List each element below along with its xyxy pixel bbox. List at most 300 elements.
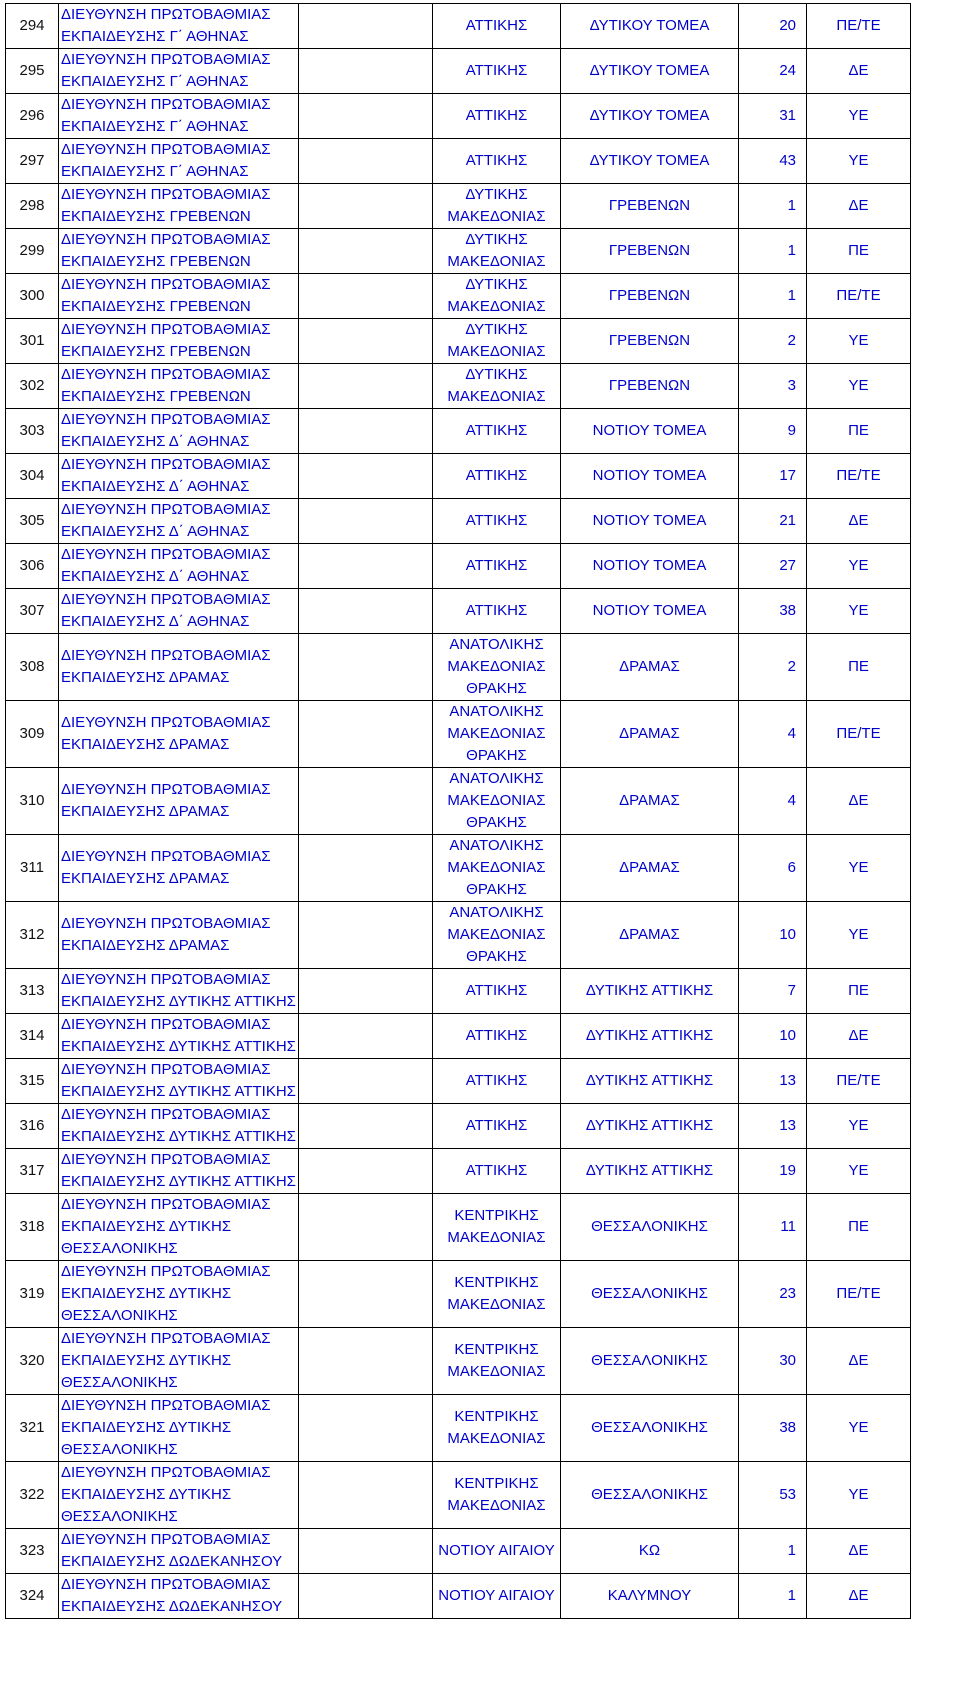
region-line: ΜΑΚΕΔΟΝΙΑΣ: [447, 1363, 546, 1380]
table-row: [6, 499, 911, 544]
unit-cell: [561, 364, 739, 409]
unit-cell: [561, 1462, 739, 1529]
count-text: 1: [787, 1542, 796, 1559]
category-text: ΔΕ: [848, 1352, 869, 1369]
region-line: ΑΝΑΤΟΛΙΚΗΣ: [449, 904, 544, 921]
count-text: 10: [779, 926, 796, 943]
directorate-cell: [59, 1014, 299, 1059]
category-text: ΠΕ/ΤΕ: [836, 287, 881, 304]
row-number-text: 311: [20, 859, 44, 876]
directorate-line: ΔΙΕΥΘΥΝΣΗ ΠΡΩΤΟΒΑΘΜΙΑΣ: [61, 456, 271, 473]
row-number-text: 313: [19, 982, 45, 999]
unit-text: ΘΕΣΣΑΛΟΝΙΚΗΣ: [591, 1419, 708, 1436]
category-text: ΠΕ/ΤΕ: [836, 17, 881, 34]
category-cell: [807, 184, 911, 229]
category-cell: [807, 1529, 911, 1574]
row-number: [6, 634, 59, 701]
region-line: ΑΤΤΙΚΗΣ: [465, 602, 528, 619]
region-cell: [433, 701, 561, 768]
table-row: [6, 319, 911, 364]
count-text: 6: [787, 859, 796, 876]
region-line: ΜΑΚΕΔΟΝΙΑΣ: [447, 926, 546, 943]
unit-text: ΓΡΕΒΕΝΩΝ: [608, 287, 691, 304]
region-cell: [433, 1395, 561, 1462]
category-cell: [807, 4, 911, 49]
unit-text: ΔΡΑΜΑΣ: [619, 859, 680, 876]
empty-cell: [299, 229, 433, 274]
region-line: ΑΤΤΙΚΗΣ: [465, 1162, 528, 1179]
count-text: 13: [779, 1072, 796, 1089]
directorate-cell: [59, 701, 299, 768]
category-cell: [807, 1261, 911, 1328]
row-number-text: 305: [19, 512, 45, 529]
count-text: 2: [787, 332, 796, 349]
directorate-line: ΘΕΣΣΑΛΟΝΙΚΗΣ: [61, 1307, 178, 1324]
region-cell: [433, 1059, 561, 1104]
unit-text: ΝΟΤΙΟΥ ΤΟΜΕΑ: [592, 467, 707, 484]
region-line: ΘΡΑΚΗΣ: [466, 814, 527, 831]
directorate-line: ΕΚΠΑΙΔΕΥΣΗΣ Δ΄ ΑΘΗΝΑΣ: [61, 523, 250, 540]
count-cell: [739, 139, 807, 184]
empty-cell: [299, 902, 433, 969]
category-text: ΥΕ: [848, 377, 869, 394]
region-cell: [433, 634, 561, 701]
region-cell: [433, 1529, 561, 1574]
directorate-line: ΔΙΕΥΘΥΝΣΗ ΠΡΩΤΟΒΑΘΜΙΑΣ: [61, 848, 271, 865]
row-number: [6, 1261, 59, 1328]
region-line: ΜΑΚΕΔΟΝΙΑΣ: [447, 1296, 546, 1313]
directorate-cell: [59, 49, 299, 94]
unit-cell: [561, 1014, 739, 1059]
count-text: 21: [779, 512, 796, 529]
row-number-text: 309: [19, 725, 45, 742]
table-row: [6, 1149, 911, 1194]
category-cell: [807, 544, 911, 589]
category-text: ΥΕ: [848, 1419, 869, 1436]
region-cell: [433, 768, 561, 835]
directorate-cell: [59, 1104, 299, 1149]
region-line: ΜΑΚΕΔΟΝΙΑΣ: [447, 658, 546, 675]
category-cell: [807, 1014, 911, 1059]
category-text: ΠΕ/ΤΕ: [836, 467, 881, 484]
row-number-text: 302: [19, 377, 45, 394]
table-row: [6, 1328, 911, 1395]
category-text: ΔΕ: [848, 1542, 869, 1559]
directorate-line: ΕΚΠΑΙΔΕΥΣΗΣ Γ΄ ΑΘΗΝΑΣ: [61, 28, 249, 45]
count-cell: [739, 1574, 807, 1619]
directorate-line: ΕΚΠΑΙΔΕΥΣΗΣ ΔΡΑΜΑΣ: [61, 669, 230, 686]
region-line: ΔΥΤΙΚΗΣ: [465, 366, 528, 383]
category-text: ΥΕ: [848, 332, 869, 349]
category-text: ΠΕ/ΤΕ: [836, 1072, 881, 1089]
category-cell: [807, 94, 911, 139]
region-cell: [433, 1261, 561, 1328]
count-text: 17: [779, 467, 796, 484]
count-cell: [739, 4, 807, 49]
count-cell: [739, 364, 807, 409]
empty-cell: [299, 4, 433, 49]
row-number-text: 298: [19, 197, 45, 214]
directorate-cell: [59, 499, 299, 544]
region-cell: [433, 184, 561, 229]
count-cell: [739, 589, 807, 634]
directorate-cell: [59, 274, 299, 319]
table-body: [6, 4, 911, 1619]
directorate-line: ΕΚΠΑΙΔΕΥΣΗΣ ΔΩΔΕΚΑΝΗΣΟΥ: [61, 1553, 283, 1570]
category-text: ΠΕ/ΤΕ: [836, 1285, 881, 1302]
directorate-cell: [59, 1529, 299, 1574]
region-cell: [433, 49, 561, 94]
count-text: 13: [779, 1117, 796, 1134]
table-row: [6, 1261, 911, 1328]
unit-text: ΓΡΕΒΕΝΩΝ: [608, 197, 691, 214]
count-cell: [739, 1104, 807, 1149]
directorate-cell: [59, 835, 299, 902]
count-text: 2: [787, 658, 796, 675]
category-text: ΥΕ: [848, 1117, 869, 1134]
unit-cell: [561, 1574, 739, 1619]
table-row: [6, 589, 911, 634]
directorate-cell: [59, 1395, 299, 1462]
category-text: ΔΕ: [848, 792, 869, 809]
region-cell: [433, 1574, 561, 1619]
table-row: [6, 49, 911, 94]
row-number-text: 307: [19, 602, 45, 619]
region-line: ΑΤΤΙΚΗΣ: [465, 1027, 528, 1044]
row-number: [6, 1462, 59, 1529]
category-cell: [807, 1574, 911, 1619]
region-cell: [433, 319, 561, 364]
category-text: ΥΕ: [848, 557, 869, 574]
category-cell: [807, 319, 911, 364]
region-line: ΔΥΤΙΚΗΣ: [465, 231, 528, 248]
directorate-cell: [59, 1059, 299, 1104]
table-row: [6, 969, 911, 1014]
region-line: ΑΤΤΙΚΗΣ: [465, 62, 528, 79]
region-line: ΚΕΝΤΡΙΚΗΣ: [454, 1207, 539, 1224]
empty-cell: [299, 139, 433, 184]
category-cell: [807, 634, 911, 701]
directorate-cell: [59, 969, 299, 1014]
directorate-line: ΕΚΠΑΙΔΕΥΣΗΣ ΔΥΤΙΚΗΣ ΑΤΤΙΚΗΣ: [61, 1173, 296, 1190]
unit-text: ΓΡΕΒΕΝΩΝ: [608, 377, 691, 394]
unit-cell: [561, 229, 739, 274]
table-row: [6, 1059, 911, 1104]
row-number: [6, 544, 59, 589]
row-number-text: 296: [19, 107, 45, 124]
table-row: [6, 1395, 911, 1462]
category-text: ΔΕ: [848, 1587, 869, 1604]
region-line: ΑΤΤΙΚΗΣ: [465, 467, 528, 484]
region-line: ΚΕΝΤΡΙΚΗΣ: [454, 1475, 539, 1492]
category-text: ΥΕ: [848, 152, 869, 169]
count-text: 4: [787, 725, 796, 742]
directorate-line: ΕΚΠΑΙΔΕΥΣΗΣ ΔΥΤΙΚΗΣ ΑΤΤΙΚΗΣ: [61, 1038, 296, 1055]
row-number-text: 300: [19, 287, 45, 304]
unit-text: ΘΕΣΣΑΛΟΝΙΚΗΣ: [591, 1486, 708, 1503]
row-number: [6, 139, 59, 184]
unit-cell: [561, 319, 739, 364]
unit-text: ΔΥΤΙΚΗΣ ΑΤΤΙΚΗΣ: [585, 1072, 714, 1089]
directorate-line: ΕΚΠΑΙΔΕΥΣΗΣ ΔΥΤΙΚΗΣ ΑΤΤΙΚΗΣ: [61, 1083, 296, 1100]
row-number: [6, 768, 59, 835]
directorate-line: ΕΚΠΑΙΔΕΥΣΗΣ ΓΡΕΒΕΝΩΝ: [61, 298, 251, 315]
directorate-cell: [59, 364, 299, 409]
unit-text: ΔΥΤΙΚΗΣ ΑΤΤΙΚΗΣ: [585, 1027, 714, 1044]
count-cell: [739, 701, 807, 768]
count-text: 24: [779, 62, 796, 79]
count-text: 1: [787, 1587, 796, 1604]
row-number-text: 321: [19, 1419, 45, 1436]
region-line: ΑΤΤΙΚΗΣ: [465, 17, 528, 34]
directorate-cell: [59, 589, 299, 634]
table-row: [6, 902, 911, 969]
empty-cell: [299, 1261, 433, 1328]
count-text: 4: [787, 792, 796, 809]
row-number-text: 314: [19, 1027, 45, 1044]
region-line: ΘΡΑΚΗΣ: [466, 680, 527, 697]
region-cell: [433, 1328, 561, 1395]
directorate-line: ΔΙΕΥΘΥΝΣΗ ΠΡΩΤΟΒΑΘΜΙΑΣ: [61, 276, 271, 293]
row-number: [6, 969, 59, 1014]
empty-cell: [299, 835, 433, 902]
unit-cell: [561, 835, 739, 902]
region-line: ΜΑΚΕΔΟΝΙΑΣ: [447, 1229, 546, 1246]
empty-cell: [299, 184, 433, 229]
table-row: [6, 229, 911, 274]
count-cell: [739, 1529, 807, 1574]
table-row: [6, 1104, 911, 1149]
empty-cell: [299, 969, 433, 1014]
category-text: ΔΕ: [848, 62, 869, 79]
unit-cell: [561, 4, 739, 49]
unit-text: ΘΕΣΣΑΛΟΝΙΚΗΣ: [591, 1352, 708, 1369]
row-number: [6, 1529, 59, 1574]
directorate-cell: [59, 139, 299, 184]
region-cell: [433, 94, 561, 139]
region-line: ΜΑΚΕΔΟΝΙΑΣ: [447, 1497, 546, 1514]
region-cell: [433, 1462, 561, 1529]
directorate-line: ΕΚΠΑΙΔΕΥΣΗΣ Δ΄ ΑΘΗΝΑΣ: [61, 478, 250, 495]
unit-cell: [561, 1194, 739, 1261]
directorate-line: ΕΚΠΑΙΔΕΥΣΗΣ Γ΄ ΑΘΗΝΑΣ: [61, 73, 249, 90]
unit-cell: [561, 544, 739, 589]
directorate-line: ΘΕΣΣΑΛΟΝΙΚΗΣ: [61, 1240, 178, 1257]
unit-text: ΔΡΑΜΑΣ: [619, 658, 680, 675]
unit-cell: [561, 634, 739, 701]
directorate-line: ΕΚΠΑΙΔΕΥΣΗΣ ΔΡΑΜΑΣ: [61, 803, 230, 820]
directorate-line: ΔΙΕΥΘΥΝΣΗ ΠΡΩΤΟΒΑΘΜΙΑΣ: [61, 231, 271, 248]
count-cell: [739, 768, 807, 835]
region-line: ΑΤΤΙΚΗΣ: [465, 982, 528, 999]
count-cell: [739, 49, 807, 94]
directorate-line: ΔΙΕΥΘΥΝΣΗ ΠΡΩΤΟΒΑΘΜΙΑΣ: [61, 714, 271, 731]
unit-text: ΘΕΣΣΑΛΟΝΙΚΗΣ: [591, 1285, 708, 1302]
region-line: ΔΥΤΙΚΗΣ: [465, 276, 528, 293]
row-number-text: 316: [19, 1117, 45, 1134]
unit-text: ΔΡΑΜΑΣ: [619, 792, 680, 809]
row-number-text: 317: [19, 1162, 45, 1179]
directorate-line: ΕΚΠΑΙΔΕΥΣΗΣ Γ΄ ΑΘΗΝΑΣ: [61, 118, 249, 135]
unit-cell: [561, 969, 739, 1014]
directorate-cell: [59, 319, 299, 364]
region-line: ΘΡΑΚΗΣ: [466, 948, 527, 965]
category-cell: [807, 1194, 911, 1261]
directorate-line: ΔΙΕΥΘΥΝΣΗ ΠΡΩΤΟΒΑΘΜΙΑΣ: [61, 1531, 271, 1548]
empty-cell: [299, 544, 433, 589]
unit-cell: [561, 701, 739, 768]
count-cell: [739, 969, 807, 1014]
region-line: ΜΑΚΕΔΟΝΙΑΣ: [447, 343, 546, 360]
unit-cell: [561, 1395, 739, 1462]
count-text: 27: [779, 557, 796, 574]
directorate-line: ΔΙΕΥΘΥΝΣΗ ΠΡΩΤΟΒΑΘΜΙΑΣ: [61, 971, 271, 988]
directorate-line: ΕΚΠΑΙΔΕΥΣΗΣ ΔΥΤΙΚΗΣ: [61, 1218, 232, 1235]
region-cell: [433, 1104, 561, 1149]
directorate-line: ΔΙΕΥΘΥΝΣΗ ΠΡΩΤΟΒΑΘΜΙΑΣ: [61, 781, 271, 798]
row-number-text: 320: [19, 1352, 45, 1369]
unit-text: ΓΡΕΒΕΝΩΝ: [608, 242, 691, 259]
unit-text: ΔΥΤΙΚΟΥ ΤΟΜΕΑ: [589, 17, 710, 34]
directorate-line: ΕΚΠΑΙΔΕΥΣΗΣ ΓΡΕΒΕΝΩΝ: [61, 208, 251, 225]
region-line: ΚΕΝΤΡΙΚΗΣ: [454, 1274, 539, 1291]
table-row: [6, 768, 911, 835]
row-number-text: 324: [19, 1587, 45, 1604]
row-number-text: 297: [19, 152, 45, 169]
region-line: ΝΟΤΙΟΥ ΑΙΓΑΙΟΥ: [438, 1542, 555, 1559]
region-line: ΑΝΑΤΟΛΙΚΗΣ: [449, 703, 544, 720]
empty-cell: [299, 1462, 433, 1529]
directorate-cell: [59, 1328, 299, 1395]
count-text: 38: [779, 1419, 796, 1436]
row-number-text: 319: [19, 1285, 45, 1302]
unit-text: ΘΕΣΣΑΛΟΝΙΚΗΣ: [591, 1218, 708, 1235]
category-cell: [807, 139, 911, 184]
unit-cell: [561, 1149, 739, 1194]
empty-cell: [299, 589, 433, 634]
directorate-cell: [59, 1194, 299, 1261]
region-line: ΜΑΚΕΔΟΝΙΑΣ: [447, 208, 546, 225]
region-cell: [433, 364, 561, 409]
table-row: [6, 184, 911, 229]
count-cell: [739, 229, 807, 274]
empty-cell: [299, 274, 433, 319]
category-text: ΠΕ: [848, 1218, 869, 1235]
category-text: ΠΕ: [848, 422, 869, 439]
row-number: [6, 835, 59, 902]
region-cell: [433, 409, 561, 454]
directorate-line: ΔΙΕΥΘΥΝΣΗ ΠΡΩΤΟΒΑΘΜΙΑΣ: [61, 321, 271, 338]
table-row: [6, 454, 911, 499]
unit-text: ΓΡΕΒΕΝΩΝ: [608, 332, 691, 349]
row-number-text: 323: [19, 1542, 45, 1559]
empty-cell: [299, 1104, 433, 1149]
directorate-line: ΔΙΕΥΘΥΝΣΗ ΠΡΩΤΟΒΑΘΜΙΑΣ: [61, 51, 271, 68]
region-cell: [433, 544, 561, 589]
region-line: ΔΥΤΙΚΗΣ: [465, 321, 528, 338]
count-text: 10: [779, 1027, 796, 1044]
category-cell: [807, 229, 911, 274]
directorate-cell: [59, 1462, 299, 1529]
unit-text: ΔΡΑΜΑΣ: [619, 926, 680, 943]
directorate-cell: [59, 1261, 299, 1328]
category-cell: [807, 409, 911, 454]
unit-cell: [561, 409, 739, 454]
directorate-line: ΔΙΕΥΘΥΝΣΗ ΠΡΩΤΟΒΑΘΜΙΑΣ: [61, 1106, 271, 1123]
category-cell: [807, 1395, 911, 1462]
category-text: ΥΕ: [848, 1486, 869, 1503]
category-text: ΠΕ: [848, 982, 869, 999]
category-cell: [807, 1149, 911, 1194]
directorate-line: ΔΙΕΥΘΥΝΣΗ ΠΡΩΤΟΒΑΘΜΙΑΣ: [61, 1464, 271, 1481]
row-number: [6, 1328, 59, 1395]
unit-text: ΔΥΤΙΚΟΥ ΤΟΜΕΑ: [589, 62, 710, 79]
region-cell: [433, 902, 561, 969]
directorate-line: ΕΚΠΑΙΔΕΥΣΗΣ ΓΡΕΒΕΝΩΝ: [61, 388, 251, 405]
unit-cell: [561, 768, 739, 835]
region-cell: [433, 1149, 561, 1194]
table-row: [6, 701, 911, 768]
category-text: ΥΕ: [848, 107, 869, 124]
region-cell: [433, 274, 561, 319]
region-line: ΑΝΑΤΟΛΙΚΗΣ: [449, 770, 544, 787]
directorate-cell: [59, 768, 299, 835]
region-cell: [433, 499, 561, 544]
region-line: ΜΑΚΕΔΟΝΙΑΣ: [447, 792, 546, 809]
row-number: [6, 1574, 59, 1619]
row-number: [6, 1194, 59, 1261]
table-row: [6, 1194, 911, 1261]
row-number: [6, 1104, 59, 1149]
region-line: ΜΑΚΕΔΟΝΙΑΣ: [447, 253, 546, 270]
directorate-line: ΕΚΠΑΙΔΕΥΣΗΣ ΔΥΤΙΚΗΣ: [61, 1486, 232, 1503]
row-number-text: 318: [19, 1218, 45, 1235]
region-cell: [433, 589, 561, 634]
unit-cell: [561, 1059, 739, 1104]
row-number-text: 294: [19, 17, 45, 34]
region-cell: [433, 1194, 561, 1261]
directorate-line: ΕΚΠΑΙΔΕΥΣΗΣ Γ΄ ΑΘΗΝΑΣ: [61, 163, 249, 180]
empty-cell: [299, 49, 433, 94]
count-text: 7: [787, 982, 796, 999]
row-number: [6, 589, 59, 634]
directorate-line: ΕΚΠΑΙΔΕΥΣΗΣ ΔΥΤΙΚΗΣ: [61, 1285, 232, 1302]
count-text: 43: [779, 152, 796, 169]
table-row: [6, 94, 911, 139]
empty-cell: [299, 319, 433, 364]
region-line: ΑΤΤΙΚΗΣ: [465, 152, 528, 169]
row-number-text: 315: [19, 1072, 45, 1089]
region-line: ΜΑΚΕΔΟΝΙΑΣ: [447, 298, 546, 315]
directorate-line: ΕΚΠΑΙΔΕΥΣΗΣ ΔΡΑΜΑΣ: [61, 736, 230, 753]
directorate-cell: [59, 1574, 299, 1619]
row-number-text: 303: [19, 422, 45, 439]
unit-cell: [561, 274, 739, 319]
directorate-line: ΕΚΠΑΙΔΕΥΣΗΣ ΔΥΤΙΚΗΣ: [61, 1419, 232, 1436]
unit-cell: [561, 139, 739, 184]
row-number: [6, 184, 59, 229]
directorate-cell: [59, 634, 299, 701]
count-text: 23: [779, 1285, 796, 1302]
category-cell: [807, 454, 911, 499]
table-row: [6, 634, 911, 701]
table-row: [6, 409, 911, 454]
empty-cell: [299, 409, 433, 454]
directorate-line: ΔΙΕΥΘΥΝΣΗ ΠΡΩΤΟΒΑΘΜΙΑΣ: [61, 411, 271, 428]
count-text: 53: [779, 1486, 796, 1503]
unit-text: ΔΥΤΙΚΗΣ ΑΤΤΙΚΗΣ: [585, 1117, 714, 1134]
category-cell: [807, 902, 911, 969]
